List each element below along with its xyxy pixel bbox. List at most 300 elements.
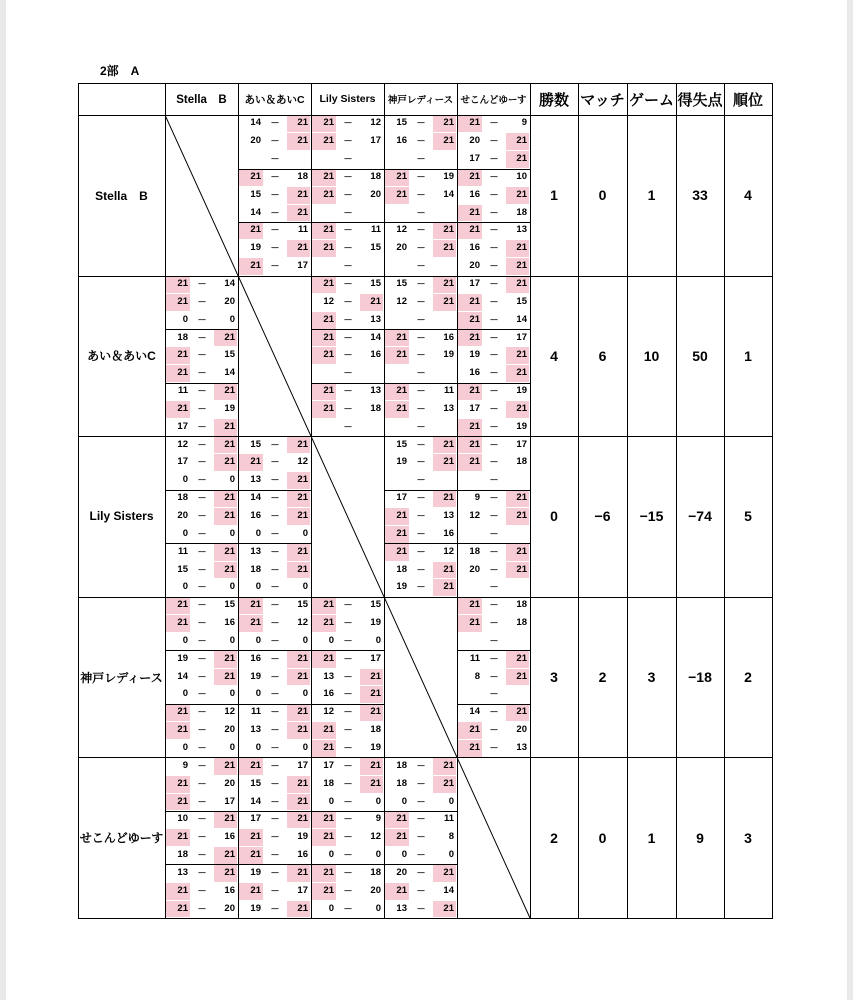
score-separator: －	[343, 261, 353, 272]
score-left: 21	[239, 454, 263, 471]
score-right: 0	[229, 581, 235, 593]
score-right: 21	[214, 383, 237, 400]
score-right: 21	[433, 294, 456, 311]
score-right: 0	[375, 634, 381, 646]
score-separator: －	[197, 671, 207, 682]
score-left: 0	[182, 313, 188, 325]
score-left: 21	[239, 829, 263, 846]
score-left: 0	[255, 688, 261, 700]
score-left: 18	[396, 563, 407, 575]
score-left: 21	[312, 829, 336, 846]
score-right: 17	[297, 260, 308, 272]
score-separator: －	[416, 832, 426, 843]
score-right: 21	[287, 794, 310, 811]
column-header-team: Lily Sisters	[319, 93, 376, 105]
score-right: 21	[287, 811, 310, 828]
score-separator: －	[489, 528, 499, 539]
score-separator: －	[197, 600, 207, 611]
score-separator: －	[416, 171, 426, 182]
score-separator: －	[270, 725, 280, 736]
score-right: 21	[433, 490, 456, 507]
score-left: 20	[250, 135, 261, 147]
score-left: 21	[312, 169, 336, 186]
stat-value: −15	[639, 508, 664, 525]
score-right: 21	[214, 419, 237, 436]
score-separator: －	[343, 653, 353, 664]
score-separator: －	[270, 171, 280, 182]
score-right: 21	[506, 258, 529, 275]
score-right: 21	[214, 847, 237, 864]
score-left: 21	[312, 651, 336, 668]
score-right: 12	[297, 456, 308, 468]
score-left: 0	[182, 527, 188, 539]
score-right: 21	[287, 472, 310, 489]
score-left: 18	[177, 849, 188, 861]
score-separator: －	[270, 546, 280, 557]
score-separator: －	[343, 332, 353, 343]
score-separator: －	[343, 314, 353, 325]
score-right: 21	[506, 562, 529, 579]
score-right: 18	[370, 724, 381, 736]
score-right: 21	[287, 722, 310, 739]
score-right: 19	[516, 420, 527, 432]
score-separator: －	[270, 814, 280, 825]
score-left: 19	[250, 670, 261, 682]
score-separator: －	[416, 796, 426, 807]
score-left: 16	[250, 652, 261, 664]
score-separator: －	[270, 671, 280, 682]
score-separator: －	[416, 546, 426, 557]
score-separator: －	[416, 457, 426, 468]
score-right: 17	[297, 884, 308, 896]
score-separator: －	[343, 368, 353, 379]
score-left: 21	[166, 347, 190, 364]
score-right: 14	[516, 313, 527, 325]
score-left: 14	[469, 706, 480, 718]
score-left: 15	[250, 438, 261, 450]
score-separator: －	[270, 867, 280, 878]
score-separator: －	[416, 778, 426, 789]
score-separator: －	[489, 207, 499, 218]
score-right: 20	[516, 724, 527, 736]
score-left: 0	[182, 581, 188, 593]
score-separator: －	[270, 261, 280, 272]
score-separator: －	[270, 760, 280, 771]
score-right: 0	[229, 527, 235, 539]
score-left: 19	[250, 866, 261, 878]
score-separator: －	[489, 136, 499, 147]
score-right: 21	[506, 669, 529, 686]
score-left: 21	[312, 330, 336, 347]
score-separator: －	[270, 635, 280, 646]
score-left: 21	[312, 347, 336, 364]
score-left: 15	[177, 563, 188, 575]
score-right: 21	[433, 901, 456, 918]
score-left: 13	[396, 902, 407, 914]
score-right: 21	[287, 490, 310, 507]
score-left: 21	[312, 240, 336, 257]
score-separator: －	[416, 154, 426, 165]
score-left: 21	[458, 205, 482, 222]
score-separator: －	[489, 403, 499, 414]
score-separator: －	[416, 421, 426, 432]
score-left: 21	[166, 597, 190, 614]
score-separator: －	[416, 136, 426, 147]
score-separator: －	[416, 850, 426, 861]
score-separator: －	[343, 867, 353, 878]
score-separator: －	[343, 671, 353, 682]
score-left: 19	[396, 456, 407, 468]
score-separator: －	[343, 707, 353, 718]
score-left: 21	[385, 187, 409, 204]
score-left: 18	[177, 492, 188, 504]
score-right: 12	[224, 706, 235, 718]
score-left: 21	[385, 526, 409, 543]
score-separator: －	[197, 760, 207, 771]
score-left: 21	[312, 187, 336, 204]
score-separator: －	[343, 742, 353, 753]
score-separator: －	[197, 511, 207, 521]
stat-value: 4	[744, 187, 752, 204]
score-left: 0	[182, 634, 188, 646]
score-separator: －	[416, 118, 426, 129]
score-left: 17	[177, 420, 188, 432]
column-header-team: Stella B	[176, 94, 227, 106]
score-left: 21	[166, 615, 190, 632]
score-left: 0	[328, 849, 334, 861]
score-separator: －	[489, 707, 499, 718]
score-left: 21	[312, 883, 336, 900]
score-left: 11	[177, 385, 188, 397]
stat-value: 3	[647, 669, 656, 686]
score-left: 21	[166, 365, 190, 382]
score-separator: －	[343, 689, 353, 700]
score-separator: －	[197, 296, 207, 307]
score-left: 0	[328, 795, 334, 807]
score-left: 15	[396, 117, 407, 129]
score-separator: －	[270, 778, 280, 789]
score-right: 13	[370, 385, 381, 397]
score-left: 21	[312, 865, 336, 882]
score-separator: －	[416, 403, 426, 414]
stat-value: 1	[647, 829, 656, 846]
score-separator: －	[197, 707, 207, 718]
score-left: 0	[255, 581, 261, 593]
score-right: 0	[302, 688, 308, 700]
score-separator: －	[343, 635, 353, 646]
score-separator: －	[343, 118, 353, 129]
score-left: 16	[469, 242, 480, 254]
score-left: 14	[250, 492, 261, 504]
score-left: 20	[469, 135, 480, 147]
stat-value: 1	[744, 347, 752, 364]
score-right: 10	[516, 170, 527, 182]
score-separator: －	[343, 885, 353, 896]
score-left: 21	[458, 222, 482, 239]
score-right: 0	[448, 849, 454, 861]
score-separator: －	[270, 796, 280, 807]
score-right: 21	[287, 240, 310, 257]
score-left: 21	[239, 615, 263, 632]
score-left: 14	[250, 206, 261, 218]
stat-value: 10	[643, 347, 660, 364]
score-right: 20	[224, 295, 235, 307]
score-separator: －	[197, 582, 207, 593]
diagonal-line	[165, 115, 530, 918]
score-left: 21	[239, 758, 263, 775]
score-right: 21	[360, 758, 383, 775]
score-right: 21	[506, 651, 529, 668]
score-left: 0	[182, 688, 188, 700]
score-right: 21	[360, 686, 383, 703]
score-separator: －	[489, 421, 499, 432]
score-left: 17	[250, 813, 261, 825]
score-right: 21	[214, 508, 237, 525]
score-left: 19	[469, 349, 480, 361]
score-left: 8	[474, 670, 480, 682]
score-left: 11	[177, 545, 188, 557]
score-right: 21	[287, 562, 310, 579]
score-right: 21	[506, 401, 529, 418]
score-left: 0	[328, 634, 334, 646]
score-separator: －	[489, 493, 499, 504]
score-separator: －	[270, 475, 280, 486]
score-separator: －	[343, 386, 353, 397]
score-right: 0	[448, 795, 454, 807]
score-right: 11	[370, 224, 381, 236]
score-separator: －	[197, 350, 207, 361]
score-separator: －	[343, 778, 353, 789]
score-separator: －	[489, 475, 499, 486]
score-left: 21	[458, 454, 482, 471]
score-right: 9	[521, 117, 527, 129]
score-left: 20	[469, 260, 480, 272]
score-separator: －	[197, 885, 207, 896]
score-separator: －	[489, 564, 499, 575]
score-right: 21	[506, 347, 529, 364]
score-right: 18	[516, 617, 527, 629]
score-left: 0	[255, 741, 261, 753]
score-left: 16	[469, 367, 480, 379]
division-title: 2部 A	[100, 64, 140, 78]
score-left: 21	[166, 794, 190, 811]
stat-value: 0	[550, 508, 558, 525]
score-right: 21	[214, 562, 237, 579]
stat-value: −74	[688, 508, 712, 525]
score-left: 12	[177, 438, 188, 450]
score-separator: －	[343, 725, 353, 736]
score-right: 21	[214, 758, 237, 775]
score-right: 0	[302, 741, 308, 753]
score-right: 15	[297, 599, 308, 611]
score-right: 21	[287, 133, 310, 150]
score-right: 14	[443, 188, 454, 200]
score-separator: －	[489, 725, 499, 736]
score-separator: －	[197, 332, 207, 343]
score-separator: －	[343, 903, 353, 914]
score-separator: －	[197, 368, 207, 379]
score-left: 20	[396, 242, 407, 254]
score-left: 15	[396, 278, 407, 290]
score-left: 18	[396, 759, 407, 771]
score-right: 21	[433, 865, 456, 882]
score-right: 21	[433, 240, 456, 257]
score-right: 15	[370, 242, 381, 254]
score-right: 21	[287, 544, 310, 561]
score-left: 19	[250, 242, 261, 254]
column-header-team: せこんどゆーす	[460, 95, 527, 106]
score-right: 19	[370, 741, 381, 753]
score-right: 21	[433, 276, 456, 293]
score-separator: －	[416, 279, 426, 290]
score-separator: －	[197, 475, 207, 486]
score-separator: －	[489, 600, 499, 611]
score-right: 21	[214, 651, 237, 668]
score-left: 17	[177, 456, 188, 468]
score-right: 21	[506, 240, 529, 257]
score-right: 21	[506, 187, 529, 204]
score-right: 21	[433, 222, 456, 239]
score-left: 21	[166, 722, 190, 739]
score-separator: －	[416, 903, 426, 914]
score-right: 21	[433, 579, 456, 596]
score-right: 18	[516, 456, 527, 468]
score-right: 17	[297, 759, 308, 771]
row-header-team: Stella B	[95, 188, 148, 203]
stat-value: 33	[692, 187, 708, 204]
score-left: 21	[312, 222, 336, 239]
score-right: 21	[360, 776, 383, 793]
score-left: 21	[312, 312, 336, 329]
score-right: 0	[229, 634, 235, 646]
score-left: 14	[250, 117, 261, 129]
score-separator: －	[489, 243, 499, 254]
score-separator: －	[489, 439, 499, 450]
score-separator: －	[197, 742, 207, 753]
score-separator: －	[270, 832, 280, 843]
score-left: 13	[250, 474, 261, 486]
score-right: 21	[287, 704, 310, 721]
score-left: 21	[385, 401, 409, 418]
score-left: 21	[458, 597, 482, 614]
score-separator: －	[197, 546, 207, 557]
score-left: 21	[166, 829, 190, 846]
score-left: 13	[250, 724, 261, 736]
score-separator: －	[197, 689, 207, 700]
score-right: 14	[370, 331, 381, 343]
score-separator: －	[416, 386, 426, 397]
score-right: 9	[375, 813, 381, 825]
score-separator: －	[270, 457, 280, 468]
score-separator: －	[197, 493, 207, 504]
score-right: 16	[224, 831, 235, 843]
score-separator: －	[197, 528, 207, 539]
score-separator: －	[270, 850, 280, 861]
score-left: 21	[239, 258, 263, 275]
score-separator: －	[489, 261, 499, 272]
score-separator: －	[270, 528, 280, 539]
score-left: 21	[312, 383, 336, 400]
score-right: 18	[297, 170, 308, 182]
score-left: 19	[250, 902, 261, 914]
score-right: 20	[224, 724, 235, 736]
score-right: 17	[516, 438, 527, 450]
score-right: 19	[516, 385, 527, 397]
score-separator: －	[489, 332, 499, 343]
score-separator: －	[416, 582, 426, 593]
score-right: 21	[287, 187, 310, 204]
score-separator: －	[197, 314, 207, 325]
stat-value: −18	[688, 669, 712, 686]
score-right: 0	[302, 581, 308, 593]
stat-value: 6	[598, 347, 607, 364]
score-right: 18	[516, 599, 527, 611]
score-right: 12	[370, 831, 381, 843]
score-separator: －	[416, 350, 426, 361]
score-left: 12	[469, 510, 480, 521]
score-right: 21	[360, 294, 383, 311]
score-left: 0	[328, 902, 334, 914]
score-left: 20	[177, 510, 188, 521]
score-left: 21	[312, 597, 336, 614]
score-left: 21	[166, 901, 190, 918]
score-separator: －	[197, 618, 207, 629]
score-separator: －	[489, 225, 499, 236]
score-left: 0	[401, 795, 407, 807]
score-right: 21	[287, 115, 310, 132]
score-left: 13	[323, 670, 334, 682]
score-left: 21	[312, 615, 336, 632]
score-separator: －	[416, 368, 426, 379]
score-right: 21	[214, 437, 237, 454]
score-right: 21	[506, 490, 529, 507]
score-left: 19	[177, 652, 188, 664]
score-separator: －	[489, 511, 499, 521]
score-left: 15	[396, 438, 407, 450]
score-separator: －	[489, 118, 499, 129]
score-separator: －	[197, 564, 207, 575]
score-separator: －	[270, 653, 280, 664]
score-left: 0	[401, 849, 407, 861]
score-right: 0	[375, 795, 381, 807]
score-left: 12	[323, 295, 334, 307]
score-separator: －	[343, 279, 353, 290]
score-right: 15	[370, 278, 381, 290]
score-right: 0	[375, 902, 381, 914]
score-right: 12	[370, 117, 381, 129]
score-separator: －	[416, 528, 426, 539]
score-separator: －	[489, 296, 499, 307]
score-right: 21	[506, 133, 529, 150]
score-separator: －	[489, 742, 499, 753]
score-separator: －	[270, 742, 280, 753]
score-left: 21	[385, 330, 409, 347]
score-left: 21	[239, 222, 263, 239]
score-separator: －	[343, 760, 353, 771]
score-left: 16	[323, 688, 334, 700]
score-right: 14	[224, 278, 235, 290]
score-left: 21	[458, 294, 482, 311]
score-left: 21	[385, 544, 409, 561]
score-separator: －	[270, 903, 280, 914]
score-right: 16	[224, 617, 235, 629]
score-left: 21	[385, 169, 409, 186]
score-left: 0	[182, 474, 188, 486]
score-left: 21	[312, 811, 336, 828]
row-header-team: Lily Sisters	[89, 509, 154, 524]
score-separator: －	[270, 582, 280, 593]
score-left: 15	[250, 777, 261, 789]
